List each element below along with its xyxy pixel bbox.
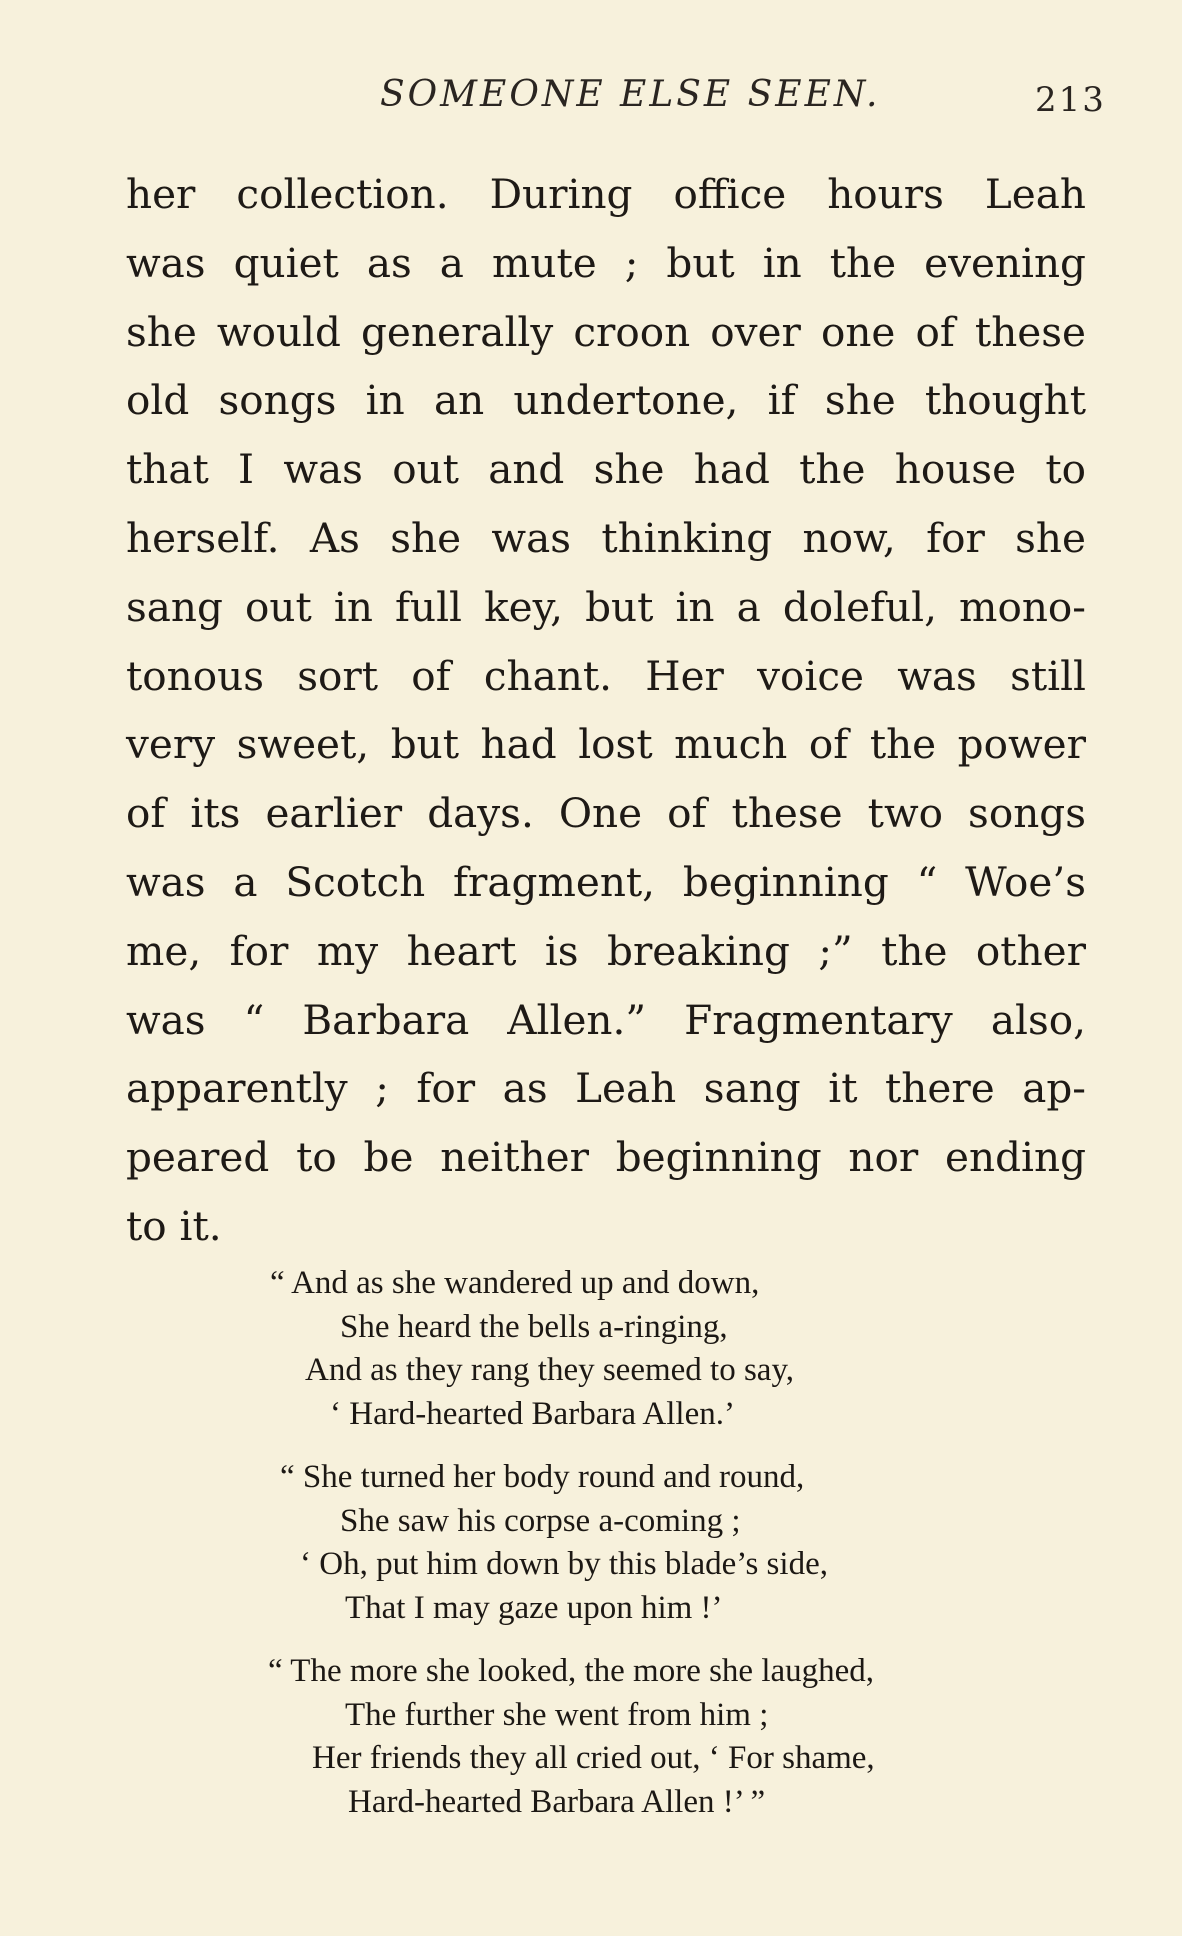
text-line: sang out in full key, but in a doleful, mono- [126, 582, 1086, 631]
text-line: her collection. During office hours Leah [126, 170, 1086, 218]
text-line: tonous sort of chant. Her voice was still [126, 651, 1086, 700]
text-line: was a Scotch fragment, beginning “ Woe’s [126, 857, 1086, 906]
verse-line: That I may gaze upon him !’ [345, 1589, 723, 1626]
page-number: 213 [1035, 80, 1106, 120]
verse-line: “ She turned her body round and round, [280, 1459, 805, 1495]
poem-quotation [0, 1262, 1182, 1844]
running-head [0, 74, 1182, 134]
stanza-3 [0, 1650, 1182, 1824]
verse-line: Her friends they all cried out, ‘ For shame, [312, 1740, 875, 1776]
body-paragraph [126, 160, 1086, 1261]
verse-line: She heard the bells a-ringing, [340, 1308, 728, 1345]
verse-line: “ The more she looked, the more she laughed, [268, 1653, 875, 1689]
text-line: apparently ; for as Leah sang it there ap- [126, 1064, 1086, 1113]
stanza-2 [0, 1456, 1182, 1630]
verse-line: She saw his corpse a-coming ; [340, 1502, 741, 1539]
text-line: herself. As she was thinking now, for she [126, 513, 1086, 562]
text-line: old songs in an undertone, if she thought [126, 376, 1086, 425]
text-line: that I was out and she had the house to [126, 445, 1086, 494]
verse-line: And as they rang they seemed to say, [305, 1352, 795, 1388]
text-line: peared to be neither beginning nor ending [126, 1133, 1086, 1182]
running-title: SOMEONE ELSE SEEN. [380, 74, 881, 115]
stanza-1 [0, 1262, 1182, 1436]
text-line: she would generally croon over one of these [126, 307, 1086, 356]
verse-line: The further she went from him ; [345, 1696, 769, 1733]
text-line: was “ Barbara Allen.” Fragmentary also, [126, 995, 1086, 1044]
text-line: very sweet, but had lost much of the power [126, 720, 1086, 769]
verse-line: ‘ Hard-hearted Barbara Allen.’ [330, 1395, 735, 1432]
text-line: to it. [126, 1201, 222, 1250]
verse-line: Hard-hearted Barbara Allen !’ ” [348, 1783, 766, 1820]
text-line: was quiet as a mute ; but in the evening [126, 238, 1086, 287]
text-line: me, for my heart is breaking ;” the other [126, 926, 1086, 975]
text-line: of its earlier days. One of these two songs [126, 789, 1086, 838]
verse-line: ‘ Oh, put him down by this blade’s side, [300, 1546, 828, 1582]
verse-line: “ And as she wandered up and down, [270, 1265, 760, 1301]
